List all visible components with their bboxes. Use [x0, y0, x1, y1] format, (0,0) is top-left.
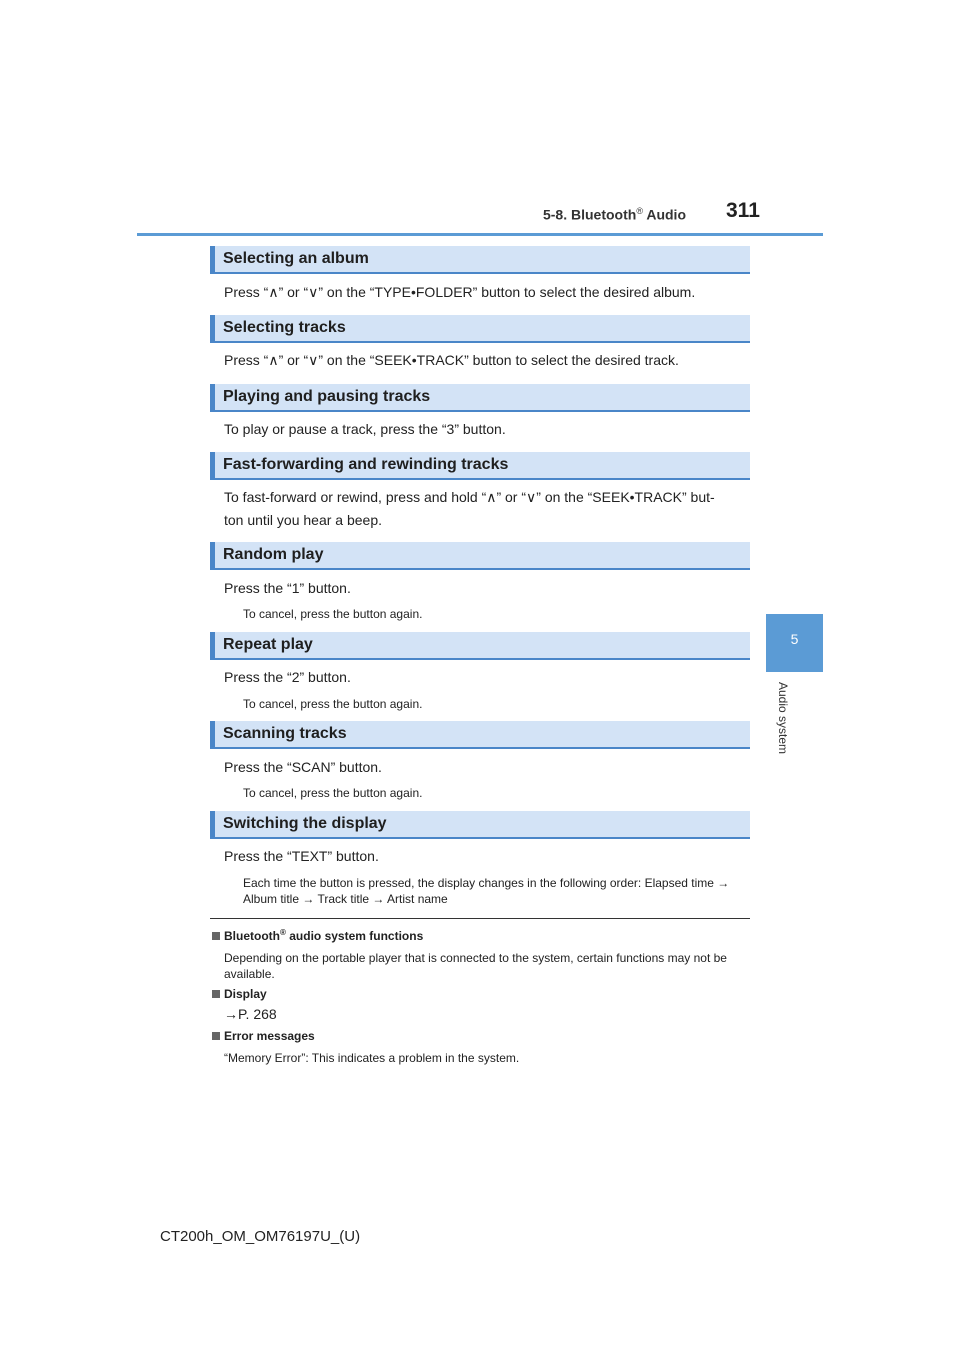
fast-forwarding-text-line2: ton until you hear a beep. — [224, 512, 383, 528]
square-bullet-icon — [212, 932, 220, 940]
heading-selecting-album: Selecting an album — [210, 246, 750, 274]
heading-selecting-tracks: Selecting tracks — [210, 315, 750, 343]
scanning-tracks-text: Press the “SCAN” button. — [224, 759, 382, 775]
page-number: 311 — [726, 199, 760, 222]
square-bullet-icon — [212, 1032, 220, 1040]
footnote-errors-text: “Memory Error”: This indicates a problem in the system. — [224, 1051, 520, 1065]
square-bullet-icon — [212, 990, 220, 998]
heading-repeat-play: Repeat play — [210, 632, 750, 660]
footnote-heading-display: Display — [212, 987, 267, 1001]
footnote-functions-text: Depending on the portable player that is connected to the system, certain functions may not be available. — [224, 951, 727, 981]
selecting-album-text: Press “∧” or “∨” on the “TYPE•FOLDER” button to select the desired album. — [224, 284, 696, 300]
fast-forwarding-text-line1: To fast-forward or rewind, press and hold “∧” or “∨” on the “SEEK•TRACK” but- — [224, 489, 715, 505]
repeat-play-text: Press the “2” button. — [224, 669, 351, 685]
heading-scanning-tracks: Scanning tracks — [210, 721, 750, 749]
heading-playing-pausing: Playing and pausing tracks — [210, 384, 750, 412]
chapter-tab: 5 — [766, 614, 823, 672]
switching-display-text: Press the “TEXT” button. — [224, 848, 379, 864]
playing-pausing-text: To play or pause a track, press the “3” button. — [224, 421, 506, 437]
random-play-text: Press the “1” button. — [224, 580, 351, 596]
section-header-title: 5-8. Bluetooth® Audio — [542, 206, 686, 223]
switching-display-note: Each time the button is pressed, the display changes in the following order: Elapsed time → Album title → Track title → Artist name — [243, 876, 730, 906]
selecting-tracks-text: Press “∧” or “∨” on the “SEEK•TRACK” button to select the desired track. — [224, 352, 679, 368]
heading-fast-forwarding: Fast-forwarding and rewinding tracks — [210, 452, 750, 480]
repeat-play-note: To cancel, press the button again. — [243, 697, 423, 711]
footnote-heading-errors: Error messages — [212, 1029, 315, 1043]
scanning-tracks-note: To cancel, press the button again. — [243, 786, 423, 800]
footnote-heading-functions: Bluetooth® audio system functions — [212, 928, 423, 943]
random-play-note: To cancel, press the button again. — [243, 607, 423, 621]
notes-divider — [210, 918, 750, 919]
heading-random-play: Random play — [210, 542, 750, 570]
header-divider — [137, 233, 823, 236]
heading-switching-display: Switching the display — [210, 811, 750, 839]
display-page-reference[interactable]: →P. 268 — [224, 1006, 277, 1022]
chapter-label: Audio system — [776, 682, 790, 755]
document-code: CT200h_OM_OM76197U_(U) — [160, 1228, 361, 1245]
